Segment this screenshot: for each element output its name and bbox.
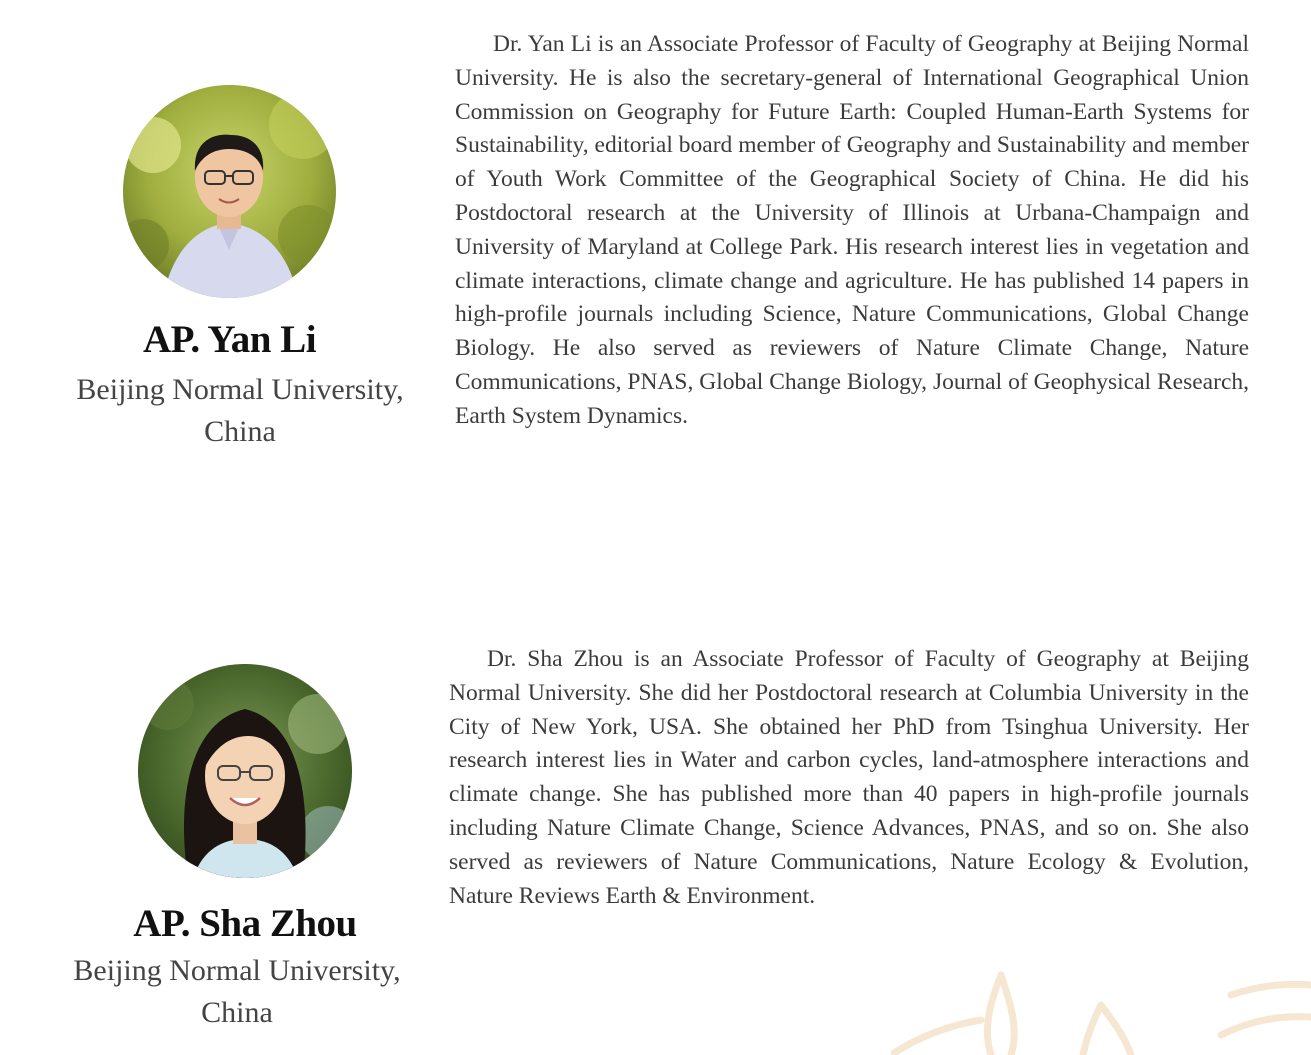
profile-affiliation xyxy=(40,369,440,453)
portrait-photo-yan-li xyxy=(123,85,336,298)
affiliation-line-1: Beijing Normal University, xyxy=(76,373,404,406)
profile-bio: Dr. Sha Zhou is an Associate Professor of Faculty of Geography at Beijing Normal University. She did her Postdoctoral research at Columbia University in the City of New York, USA. She obtained her PhD from Tsinghua University. Her research interest lies in Water and carbon cycles, land-atmosphere interactions and climate change. She has published more than 40 papers in high-profile journals including Nature Climate Change, Science Advances, PNAS, and so on. She also served as reviewers of Nature Communications, Nature Ecology & Evolution, Nature Reviews Earth & Environment. xyxy=(449,646,1249,909)
affiliation-line-2: China xyxy=(204,415,276,448)
affiliation-line-2: China xyxy=(201,996,273,1029)
affiliation-line-1: Beijing Normal University, xyxy=(73,954,401,987)
profile-bio: Dr. Yan Li is an Associate Professor of Faculty of Geography at Beijing Normal University. He is also the secretary-general of International Geographical Union Commission on Geography for Future Earth: Coupled Human-Earth Systems for Sustainability, editorial board member of Geography and Sustainability and member of Youth Work Committee of the Geographical Society of China. He did his Postdoctoral research at the University of Illinois at Urbana-Champaign and University of Maryland at College Park. His research interest lies in vegetation and climate interactions, climate change and agriculture. He has published 14 papers in high-profile journals including Science, Nature Communications, Global Change Biology. He also served as reviewers of Nature Climate Change, Nature Communications, PNAS, Global Change Biology, Journal of Geophysical Research, Earth System Dynamics. xyxy=(455,31,1249,429)
profile-name: AP. Yan Li xyxy=(142,318,317,361)
watermark-leaf-ornament-icon xyxy=(891,965,1311,1055)
portrait-photo-sha-zhou xyxy=(138,664,352,878)
profile-card-yan-li xyxy=(0,0,1311,520)
profile-affiliation xyxy=(37,950,437,1034)
profile-name: AP. Sha Zhou xyxy=(133,902,357,945)
